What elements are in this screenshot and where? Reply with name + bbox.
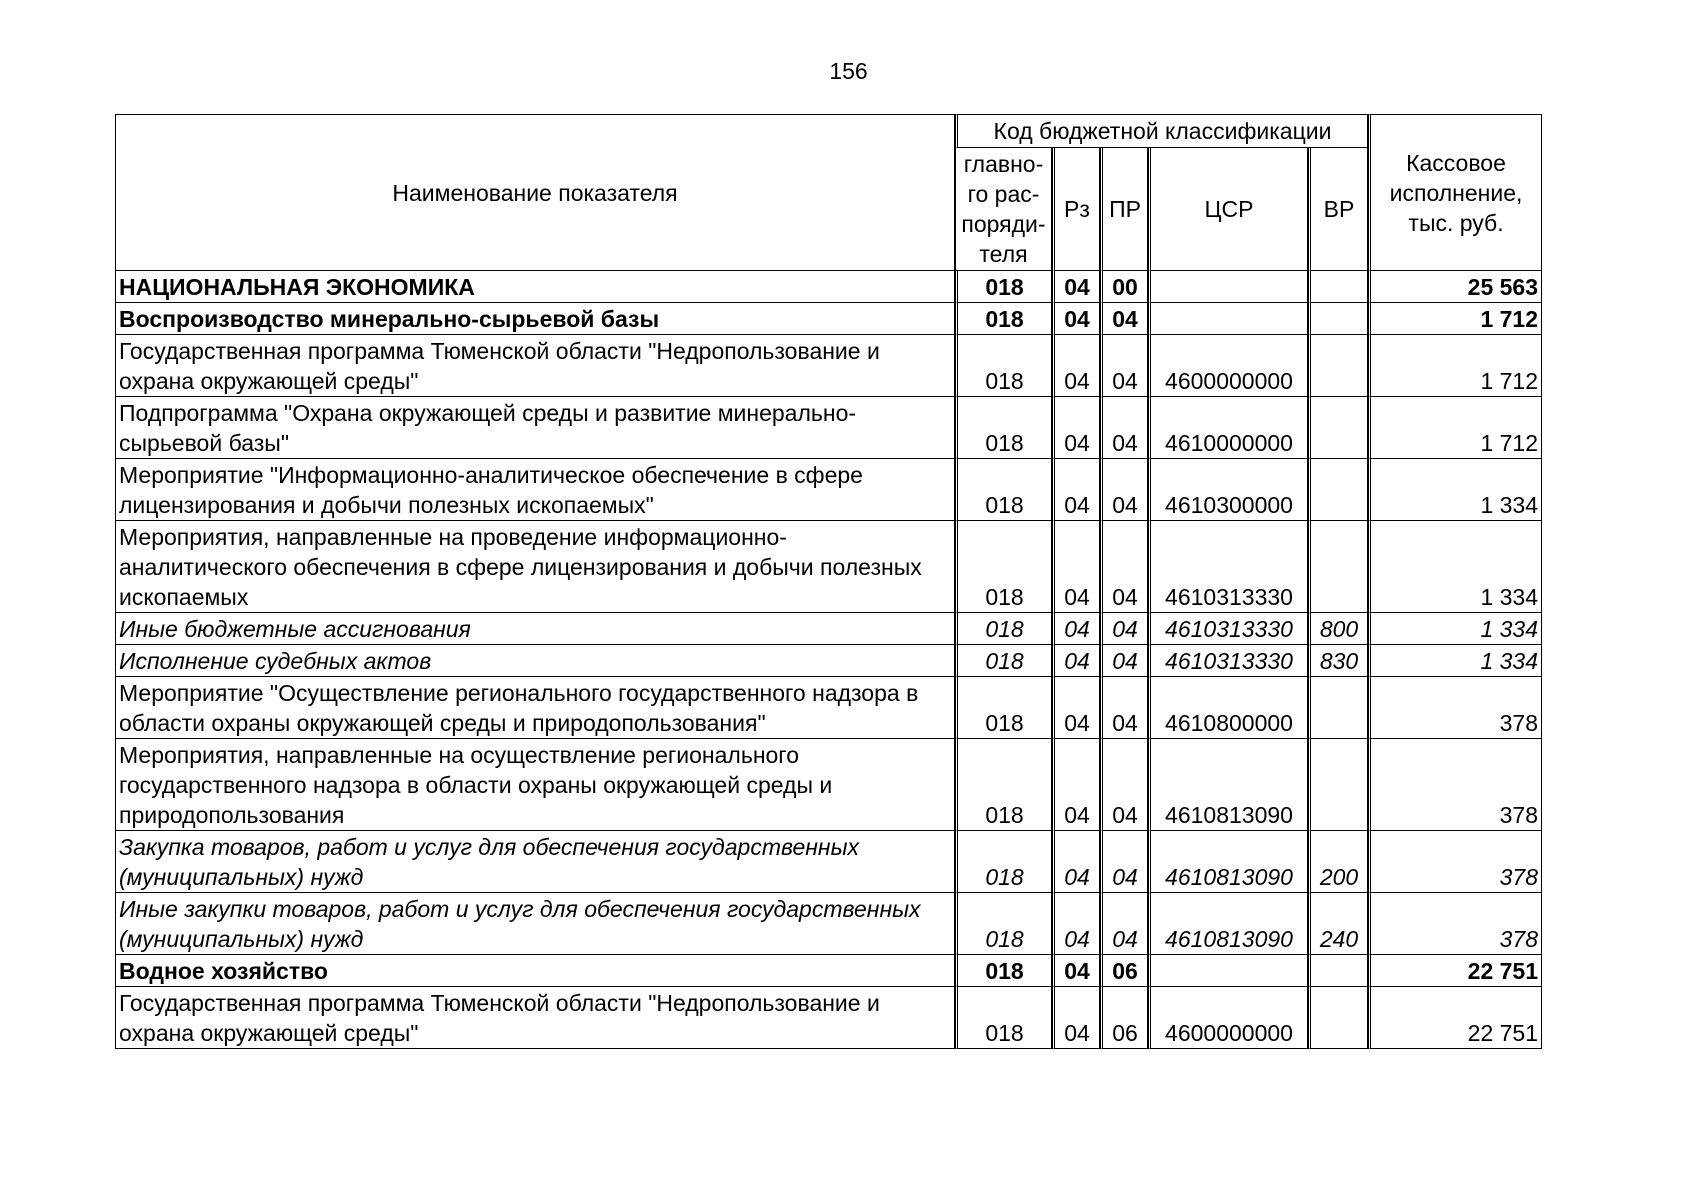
row-vr-code [1308,459,1368,521]
row-csr-code [1148,303,1308,335]
row-csr-code: 4610800000 [1148,677,1308,739]
row-admin-code: 018 [955,521,1052,613]
row-rz-code: 04 [1052,521,1100,613]
row-name: Водное хозяйство [115,955,955,987]
row-amount: 1 334 [1368,521,1542,613]
table-row [115,955,1542,987]
row-pr-code: 00 [1100,271,1148,303]
row-csr-code: 4610313330 [1148,521,1308,613]
row-admin-code: 018 [955,613,1052,645]
row-amount: 378 [1368,739,1542,831]
row-admin-code: 018 [955,831,1052,893]
row-csr-code: 4610813090 [1148,893,1308,955]
row-amount: 1 712 [1368,335,1542,397]
table-row [115,397,1542,459]
row-vr-code [1308,271,1368,303]
header-code-group: Код бюджетной классификации [955,114,1368,148]
table-row [115,303,1542,335]
table-row [115,521,1542,613]
row-admin-code: 018 [955,303,1052,335]
budget-execution-table [115,114,1542,1049]
header-pr: ПР [1100,148,1148,271]
row-amount: 378 [1368,893,1542,955]
row-pr-code: 04 [1100,335,1148,397]
row-csr-code: 4600000000 [1148,987,1308,1049]
row-amount: 1 334 [1368,613,1542,645]
row-pr-code: 04 [1100,893,1148,955]
row-amount: 22 751 [1368,987,1542,1049]
row-csr-code: 4610313330 [1148,645,1308,677]
row-name: Иные закупки товаров, работ и услуг для обеспечения государственных (муниципальных) нужд [115,893,955,955]
row-rz-code: 04 [1052,613,1100,645]
row-admin-code: 018 [955,955,1052,987]
row-amount: 1 334 [1368,459,1542,521]
row-rz-code: 04 [1052,893,1100,955]
row-admin-code: 018 [955,459,1052,521]
row-name: Государственная программа Тюменской области "Недропользование и охрана окружающей среды" [115,987,955,1049]
table-row [115,987,1542,1049]
row-name: НАЦИОНАЛЬНАЯ ЭКОНОМИКА [115,271,955,303]
row-rz-code: 04 [1052,955,1100,987]
header-csr: ЦСР [1148,148,1308,271]
row-amount: 1 712 [1368,397,1542,459]
row-csr-code [1148,955,1308,987]
row-pr-code: 04 [1100,739,1148,831]
row-name: Мероприятия, направленные на осуществление регионального государственного надзора в области охраны окружающей среды и природопользования [115,739,955,831]
row-name: Мероприятия, направленные на проведение информационно-аналитического обеспечения в сфере лицензирования и добычи полезных ископаемых [115,521,955,613]
row-amount: 1 712 [1368,303,1542,335]
row-name: Мероприятие "Осуществление регионального государственного надзора в области охраны окружающей среды и природопользования" [115,677,955,739]
row-csr-code: 4610813090 [1148,831,1308,893]
header-name: Наименование показателя [115,114,955,271]
row-rz-code: 04 [1052,645,1100,677]
row-admin-code: 018 [955,893,1052,955]
table-row [115,459,1542,521]
header-vr: ВР [1308,148,1368,271]
row-name: Исполнение судебных актов [115,645,955,677]
page-number: 156 [829,58,868,84]
header-rz: Рз [1052,148,1100,271]
row-pr-code: 04 [1100,677,1148,739]
row-pr-code: 04 [1100,831,1148,893]
row-rz-code: 04 [1052,335,1100,397]
row-admin-code: 018 [955,271,1052,303]
row-vr-code: 200 [1308,831,1368,893]
row-vr-code: 800 [1308,613,1368,645]
row-name: Воспроизводство минерально-сырьевой базы [115,303,955,335]
table-row [115,739,1542,831]
row-pr-code: 06 [1100,955,1148,987]
table-body [115,271,1542,1049]
row-amount: 378 [1368,831,1542,893]
row-vr-code: 830 [1308,645,1368,677]
table-row [115,893,1542,955]
header-cash-execution: Кассовое исполнение, тыс. руб. [1368,114,1542,271]
table-row [115,645,1542,677]
row-csr-code: 4610813090 [1148,739,1308,831]
row-admin-code: 018 [955,739,1052,831]
row-rz-code: 04 [1052,271,1100,303]
row-admin-code: 018 [955,987,1052,1049]
row-vr-code [1308,397,1368,459]
row-csr-code: 4610300000 [1148,459,1308,521]
row-csr-code: 4610000000 [1148,397,1308,459]
row-pr-code: 04 [1100,645,1148,677]
row-rz-code: 04 [1052,677,1100,739]
row-pr-code: 04 [1100,521,1148,613]
row-pr-code: 04 [1100,613,1148,645]
table-row [115,677,1542,739]
row-pr-code: 04 [1100,459,1148,521]
row-rz-code: 04 [1052,303,1100,335]
row-name: Закупка товаров, работ и услуг для обеспечения государственных (муниципальных) нужд [115,831,955,893]
row-pr-code: 04 [1100,303,1148,335]
row-name: Государственная программа Тюменской области "Недропользование и охрана окружающей среды" [115,335,955,397]
row-vr-code: 240 [1308,893,1368,955]
row-rz-code: 04 [1052,831,1100,893]
table-row [115,271,1542,303]
row-csr-code: 4600000000 [1148,335,1308,397]
row-admin-code: 018 [955,677,1052,739]
row-rz-code: 04 [1052,987,1100,1049]
header-chief-admin: главно- го рас- поряди- теля [955,148,1052,271]
row-vr-code [1308,955,1368,987]
row-vr-code [1308,303,1368,335]
table-row [115,613,1542,645]
table-row [115,335,1542,397]
row-rz-code: 04 [1052,397,1100,459]
row-csr-code [1148,271,1308,303]
row-admin-code: 018 [955,335,1052,397]
row-pr-code: 06 [1100,987,1148,1049]
row-vr-code [1308,521,1368,613]
row-name: Иные бюджетные ассигнования [115,613,955,645]
row-pr-code: 04 [1100,397,1148,459]
row-admin-code: 018 [955,645,1052,677]
row-admin-code: 018 [955,397,1052,459]
row-amount: 22 751 [1368,955,1542,987]
row-vr-code [1308,739,1368,831]
row-vr-code [1308,987,1368,1049]
row-name: Мероприятие "Информационно-аналитическое обеспечение в сфере лицензирования и добычи полезных ископаемых" [115,459,955,521]
row-rz-code: 04 [1052,459,1100,521]
row-rz-code: 04 [1052,739,1100,831]
row-vr-code [1308,677,1368,739]
row-vr-code [1308,335,1368,397]
row-csr-code: 4610313330 [1148,613,1308,645]
table-row [115,831,1542,893]
row-amount: 1 334 [1368,645,1542,677]
row-amount: 25 563 [1368,271,1542,303]
row-name: Подпрограмма "Охрана окружающей среды и развитие минерально-сырьевой базы" [115,397,955,459]
row-amount: 378 [1368,677,1542,739]
